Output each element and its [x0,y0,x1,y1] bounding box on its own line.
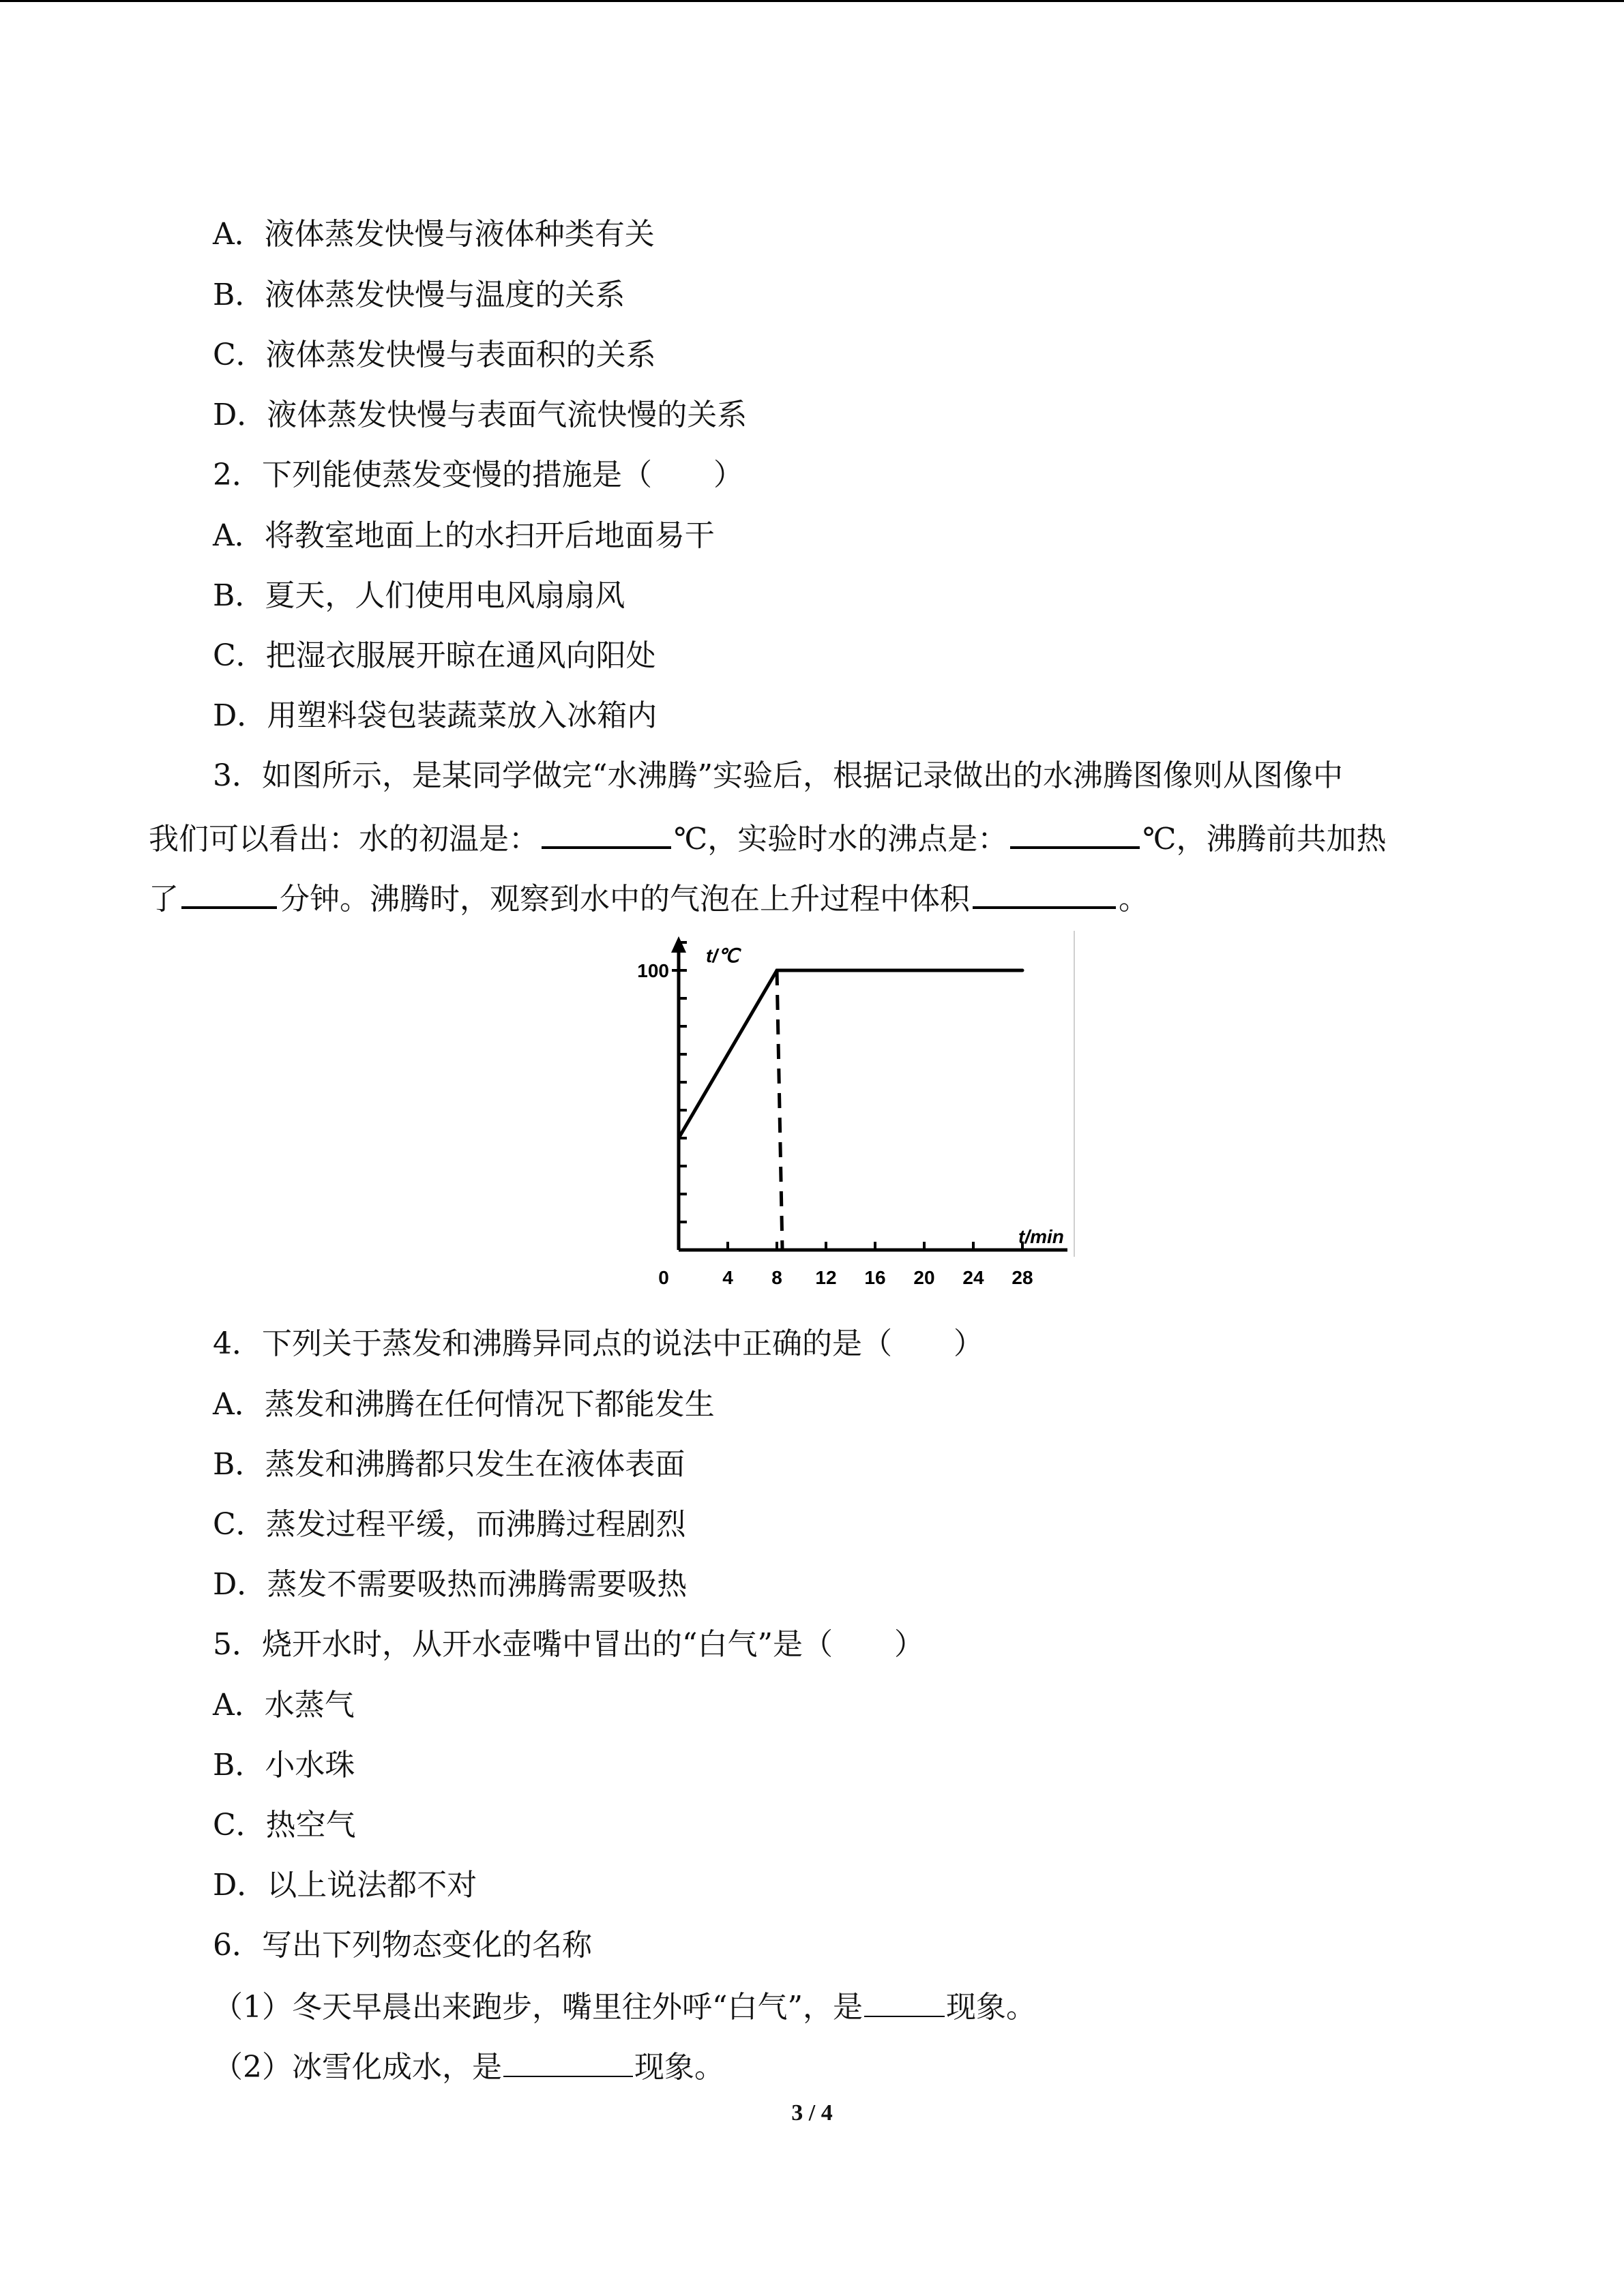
data-point [1021,969,1024,972]
q3-line-3 [149,876,1149,920]
y-axis-label: t/℃ [706,945,739,966]
q6-item-2 [213,2046,724,2088]
q1-option-b: B．液体蒸发快慢与温度的关系 [213,278,625,312]
q5-option-b: B．小水珠 [213,1748,355,1783]
x-tick-label: 12 [815,1267,837,1288]
boiling-chart [614,924,1091,1292]
q3-line-2-part-c: ℃，沸腾前共加热 [1142,822,1387,856]
q5-option-a: A．水蒸气 [213,1688,355,1723]
q1-option-a: A．液体蒸发快慢与液体种类有关 [213,217,655,252]
q5-option-c: C．热空气 [213,1808,356,1843]
q5-option-d: D．以上说法都不对 [213,1868,477,1903]
q4-option-b: B．蒸发和沸腾都只发生在液体表面 [213,1447,685,1482]
q6-item-1-part-b: 现象。 [945,1990,1036,2025]
q6-stem: 6．写出下列物态变化的名称 [213,1928,592,1963]
q3-line-3-part-a: 了 [149,882,179,916]
x-axis-label: t/min [1018,1226,1064,1247]
heating-time-blank [181,876,277,909]
q5-stem-text: 5．烧开水时，从开水壶嘴中冒出的“白气”是（ [213,1627,833,1662]
q3-line-3-part-b: 分钟。沸腾时，观察到水中的气泡在上升过程中体积 [280,882,970,916]
q2-stem-text: 2．下列能使蒸发变慢的措施是（ [213,458,652,492]
q4-close-paren: ） [954,1326,984,1361]
q5-close-paren: ） [894,1627,924,1662]
boiling-start-dashed-line [777,970,782,1250]
q4-option-d: D．蒸发不需要吸热而沸腾需要吸热 [213,1567,688,1602]
bubble-volume-blank [973,876,1116,909]
boiling-chart-svg [614,924,1091,1292]
x-tick-label: 24 [962,1267,984,1288]
q1-option-c: C．液体蒸发快慢与表面积的关系 [213,338,656,372]
q6-item-2-blank [503,2046,633,2077]
q2-stem [213,455,743,496]
data-point [677,1137,681,1140]
q1-option-d: D．液体蒸发快慢与表面气流快慢的关系 [213,398,748,432]
q2-option-a: A．将教室地面上的水扫开后地面易干 [213,518,715,553]
q3-line-3-part-c: 。 [1119,882,1149,916]
x-tick-label: 4 [722,1267,733,1288]
q2-close-paren: ） [713,458,743,492]
q2-option-c: C．把湿衣服展开晾在通风向阳处 [213,638,656,673]
x-tick-label: 16 [864,1267,886,1288]
q4-option-a: A．蒸发和沸腾在任何情况下都能发生 [213,1387,715,1422]
q6-item-2-part-a: （2）冰雪化成水，是 [213,2050,502,2085]
q5-stem [213,1624,924,1665]
page-number: 3 / 4 [791,2100,833,2126]
initial-temp-blank [542,816,671,849]
q6-item-1-blank [864,1986,945,2017]
y-axis-arrow [671,936,686,953]
q4-stem [213,1324,984,1365]
q2-option-b: B．夏天，人们使用电风扇扇风 [213,578,625,613]
q4-stem-text: 4．下列关于蒸发和沸腾异同点的说法中正确的是（ [213,1326,892,1361]
x-tick-label: 8 [771,1267,782,1288]
q4-option-c: C．蒸发过程平缓，而沸腾过程剧烈 [213,1507,686,1542]
q6-item-2-part-b: 现象。 [634,2050,724,2085]
q3-line-2-part-b: ℃，实验时水的沸点是： [674,822,1008,856]
top-border [0,0,1624,2]
x-tick-label: 20 [913,1267,935,1288]
q6-item-1-part-a: （1）冬天早晨出来跑步，嘴里往外呼“白气”，是 [213,1990,863,2025]
q6-item-1 [213,1986,1036,2028]
q3-line-1: 3．如图所示，是某同学做完“水沸腾”实验后，根据记录做出的水沸腾图像则从图像中 [213,758,1343,793]
q2-option-d: D．用塑料袋包装蔬菜放入冰箱内 [213,698,658,733]
q3-line-2 [149,816,1386,860]
y-tick-label: 100 [637,960,669,981]
x-tick-label: 0 [658,1267,669,1288]
temperature-line [679,970,1022,1138]
boiling-point-blank [1010,816,1140,849]
x-tick-label: 28 [1012,1267,1033,1288]
q3-line-2-part-a: 我们可以看出：水的初温是： [149,822,539,856]
